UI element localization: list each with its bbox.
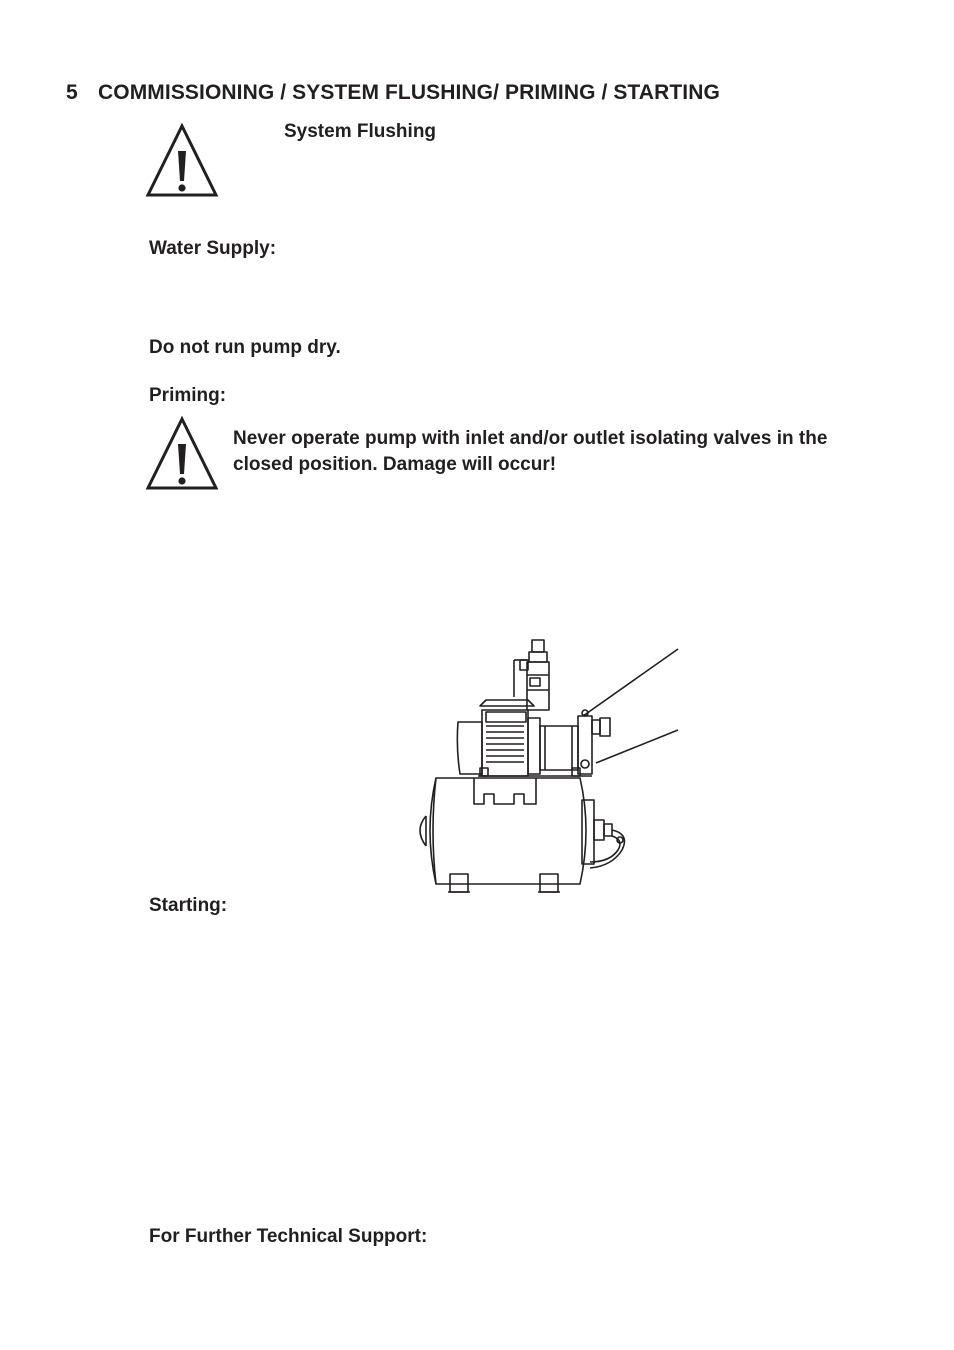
- section-number: 5: [66, 81, 78, 104]
- system-flushing-heading: System Flushing: [284, 121, 437, 142]
- water-supply-heading: Water Supply:: [149, 238, 277, 259]
- pressure-vessel: [430, 778, 586, 884]
- leader-line-upper: [583, 649, 678, 716]
- pressure-switch-top: [532, 640, 544, 652]
- priming-heading: Priming:: [149, 385, 227, 406]
- dry-run-notice: Do not run pump dry.: [149, 337, 341, 358]
- priming-warning-line-2: closed position. Damage will occur!: [233, 454, 557, 475]
- leader-line-lower: [596, 730, 678, 763]
- support-heading: For Further Technical Support:: [149, 1226, 428, 1247]
- section-title: COMMISSIONING / SYSTEM FLUSHING/ PRIMING / STARTING: [98, 81, 720, 104]
- priming-warning-line-1: Never operate pump with inlet and/or outlet isolating valves in the: [233, 428, 828, 449]
- motor-body: [482, 710, 528, 776]
- starting-heading: Starting:: [149, 895, 228, 916]
